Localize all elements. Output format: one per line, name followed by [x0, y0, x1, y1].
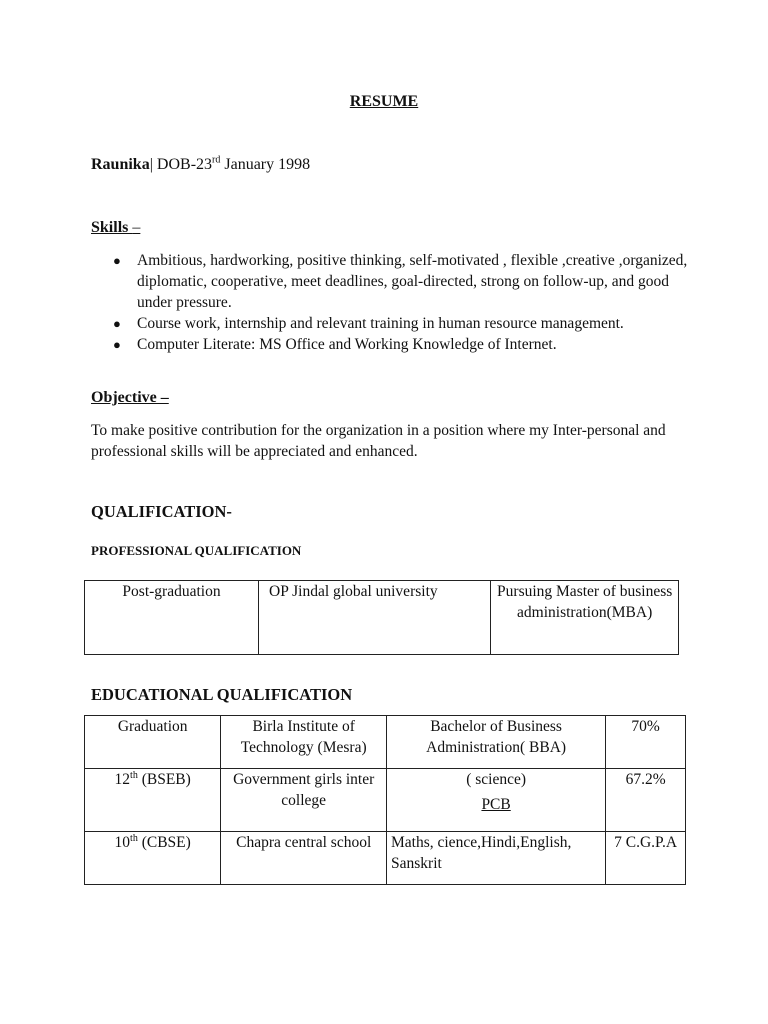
dob-suffix: rd	[212, 154, 221, 166]
skill-item: ● Computer Literate: MS Office and Working Knowledge of Internet.	[113, 336, 557, 353]
level-cell: 10th (CBSE)	[85, 832, 221, 885]
educational-qualification-heading: EDUCATIONAL QUALIFICATION	[91, 685, 353, 704]
score-cell: 7 C.G.P.A	[606, 832, 686, 885]
professional-qualification-table	[84, 580, 679, 655]
objective-heading: Objective –	[91, 389, 169, 406]
course-cell: Maths, cience,Hindi,English, Sanskrit	[387, 832, 606, 885]
dob-prefix: | DOB-23	[149, 156, 213, 173]
table-row	[85, 769, 686, 832]
institution-cell: OP Jindal global university	[259, 581, 491, 655]
name-dob-line	[91, 156, 310, 174]
qualification-heading: QUALIFICATION-	[91, 502, 232, 521]
bullet-icon: ●	[113, 316, 121, 331]
course-subject: PCB	[481, 796, 511, 813]
bullet-icon: ●	[113, 337, 121, 352]
table-row	[85, 832, 686, 885]
institution-cell: Chapra central school	[221, 832, 387, 885]
skill-item: ● Course work, internship and relevant training in human resource management.	[113, 315, 624, 332]
level-cell: Post-graduation	[85, 581, 259, 655]
dob-rest: January 1998	[220, 156, 311, 173]
skill-item: ● Ambitious, hardworking, positive thinking, self-motivated , flexible ,creative ,organized, diplomatic, cooperative, meet deadlines, goal-directed, strong on follow-up, and good under pressure.	[113, 252, 688, 311]
skills-heading: Skills –	[91, 219, 141, 236]
professional-qualification-heading: PROFESSIONAL QUALIFICATION	[91, 543, 302, 558]
skills-list	[91, 250, 691, 355]
score-cell: 67.2%	[606, 769, 686, 832]
table-row	[85, 716, 686, 769]
level-cell: 12th (BSEB)	[85, 769, 221, 832]
objective-text: To make positive contribution for the organization in a position where my Inter-personal and professional skills will be appreciated and enhanced.	[91, 422, 666, 460]
course-cell: ( science) PCB	[387, 769, 606, 832]
table-row	[85, 581, 679, 655]
resume-title: RESUME	[349, 93, 419, 110]
candidate-name: Raunika	[91, 156, 150, 173]
level-cell: Graduation	[85, 716, 221, 769]
score-cell: 70%	[606, 716, 686, 769]
institution-cell: Birla Institute of Technology (Mesra)	[221, 716, 387, 769]
institution-cell: Government girls inter college	[221, 769, 387, 832]
educational-qualification-table	[84, 715, 686, 885]
course-cell: Pursuing Master of business administration(MBA)	[491, 581, 679, 655]
bullet-icon: ●	[113, 253, 121, 268]
course-cell: Bachelor of Business Administration( BBA)	[387, 716, 606, 769]
